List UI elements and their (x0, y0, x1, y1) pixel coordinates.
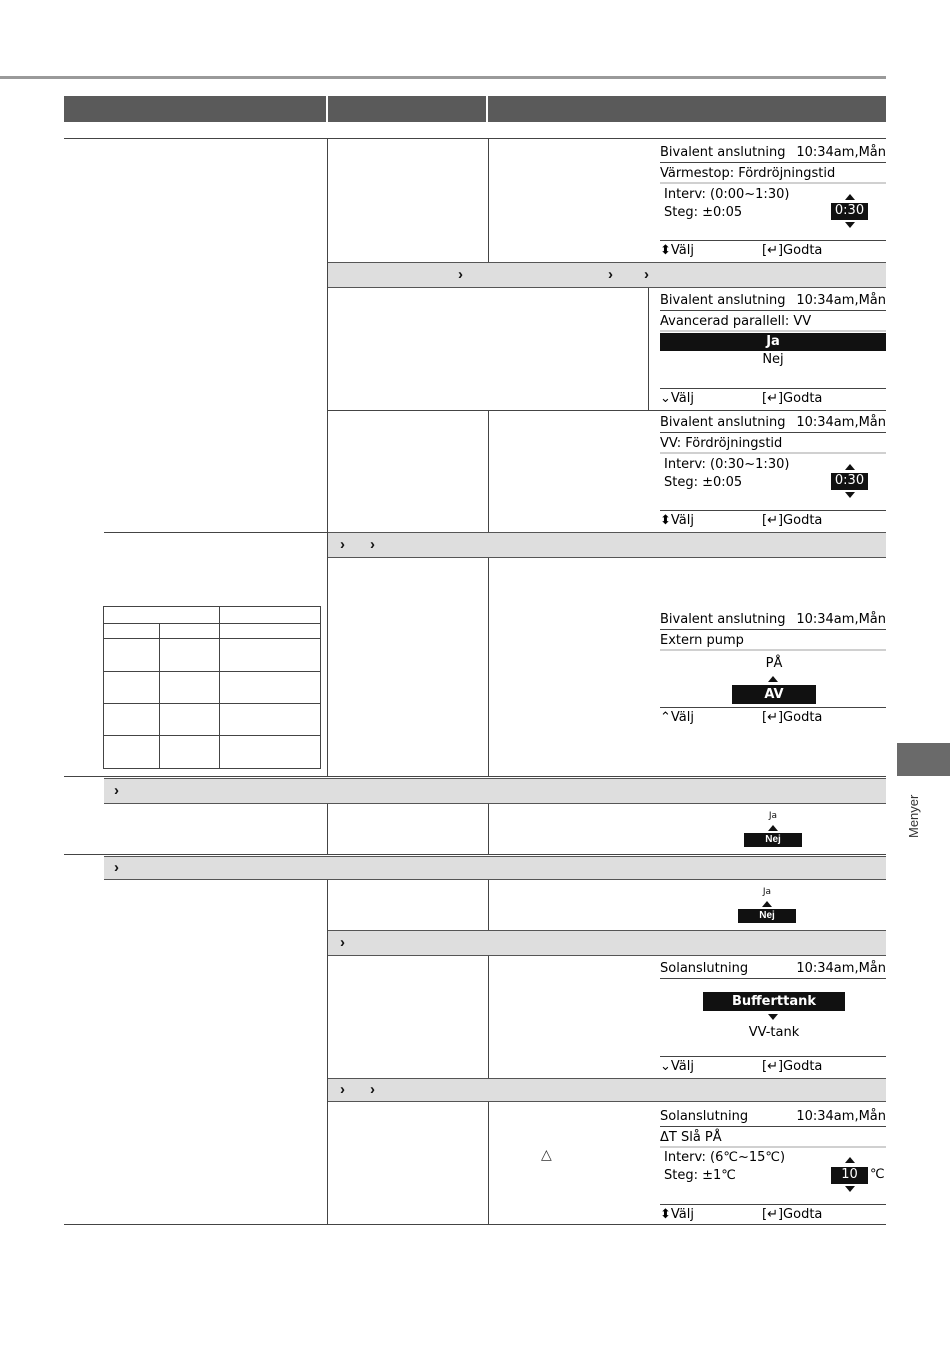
arrow-down-icon (845, 492, 855, 498)
lcd-solar-delta-t (660, 1107, 888, 1225)
lcd-footer (660, 1056, 886, 1076)
side-tab[interactable] (897, 743, 950, 776)
option-buffer-tank[interactable]: Bufferttank (703, 992, 845, 1011)
lcd-title: Solanslutning (660, 1109, 749, 1124)
arrow-up-icon (845, 1157, 855, 1163)
delta-icon: △ (541, 1146, 552, 1162)
lcd-header (660, 610, 886, 630)
table-header-col3 (488, 96, 886, 122)
lcd-subtitle: ΔT Slå PÅ (660, 1127, 886, 1148)
rule (328, 410, 886, 411)
confirm-hint: [↵]Godta (762, 1207, 823, 1222)
chevron-right-icon: › (370, 1081, 375, 1098)
chevron-right-icon: › (644, 266, 649, 283)
lcd-range: Interv: (6℃~15℃) (664, 1150, 786, 1165)
select-hint: ⬍Välj (660, 1207, 694, 1222)
lcd-subtitle: Extern pump (660, 630, 886, 651)
lcd-footer (660, 240, 886, 260)
chevron-right-icon: › (340, 536, 345, 553)
confirm-hint: [↵]Godta (762, 243, 823, 258)
value-display[interactable]: 0:30 (831, 203, 868, 220)
arrow-down-icon (845, 222, 855, 228)
col-divider (488, 956, 489, 1078)
side-tab-label: Menyer (906, 794, 921, 838)
lcd-solar-connection (660, 959, 888, 1077)
lcd-subtitle: Värmestop: Fördröjningstid (660, 163, 886, 184)
chevron-right-icon: › (370, 536, 375, 553)
col-divider (488, 138, 489, 262)
col-divider (648, 288, 649, 410)
rule (64, 138, 886, 139)
option-no[interactable]: Nej (762, 352, 784, 367)
lcd-title: Bivalent anslutning (660, 612, 786, 627)
table-header-col1 (64, 96, 326, 122)
option-no[interactable]: Nej (738, 909, 796, 923)
chevron-right-icon: › (340, 934, 345, 951)
unit-label: ℃ (870, 1167, 885, 1182)
lcd-footer (660, 1204, 886, 1224)
lcd-header (660, 291, 886, 311)
chevron-right-icon: › (114, 859, 119, 876)
breadcrumb-band (328, 930, 886, 956)
lcd-dhw-delay (660, 413, 888, 531)
lcd-clock: 10:34am,Mån (796, 961, 886, 976)
arrow-up-icon (768, 825, 778, 831)
value-display[interactable]: 0:30 (831, 473, 868, 490)
chevron-right-icon: › (608, 266, 613, 283)
select-hint: ⬍Välj (660, 513, 694, 528)
chevron-right-icon: › (114, 782, 119, 799)
lcd-step: Steg: ±1℃ (664, 1168, 736, 1183)
select-hint: ⌄Välj (660, 1059, 694, 1074)
option-off[interactable]: AV (732, 685, 816, 704)
lcd-clock: 10:34am,Mån (796, 293, 886, 308)
confirm-hint: [↵]Godta (762, 710, 823, 725)
lcd-step: Steg: ±0:05 (664, 475, 743, 490)
col-divider (488, 558, 489, 776)
arrow-up-icon (845, 464, 855, 470)
breadcrumb-band (104, 856, 886, 880)
breadcrumb-band (104, 778, 886, 804)
lcd-title: Bivalent anslutning (660, 145, 786, 160)
option-on[interactable]: PÅ (765, 656, 783, 671)
lcd-external-pump (660, 610, 888, 728)
lcd-subtitle: Avancerad parallell: VV (660, 311, 886, 332)
lcd-range: Interv: (0:30~1:30) (664, 457, 790, 472)
lcd-advanced-parallel (660, 291, 888, 409)
lcd-subtitle: VV: Fördröjningstid (660, 433, 886, 454)
lcd-footer (660, 707, 886, 727)
col-divider (488, 1102, 489, 1224)
option-dhw-tank[interactable]: VV-tank (748, 1025, 800, 1040)
col-divider (327, 804, 328, 854)
arrow-down-icon (845, 1186, 855, 1192)
arrow-down-icon (768, 1014, 778, 1020)
lcd-clock: 10:34am,Mån (796, 1109, 886, 1124)
lcd-title: Bivalent anslutning (660, 293, 786, 308)
lcd-header (660, 1107, 886, 1127)
lcd-clock: 10:34am,Mån (796, 145, 886, 160)
select-hint: ⌄Välj (660, 391, 694, 406)
breadcrumb-band (328, 532, 886, 558)
rule (64, 854, 886, 855)
lcd-step: Steg: ±0:05 (664, 205, 743, 220)
arrow-up-icon (762, 901, 772, 907)
col-divider (488, 410, 489, 532)
option-yes[interactable]: Ja (660, 333, 886, 351)
lcd-footer (660, 510, 886, 530)
lcd-header (660, 143, 886, 163)
breadcrumb-band (328, 262, 886, 288)
lcd-title: Bivalent anslutning (660, 415, 786, 430)
option-yes[interactable]: Ja (768, 811, 778, 821)
lcd-title: Solanslutning (660, 961, 749, 976)
lcd-footer (660, 388, 886, 408)
select-hint: ⬍Välj (660, 243, 694, 258)
lcd-clock: 10:34am,Mån (796, 415, 886, 430)
rule (64, 776, 886, 777)
rule (104, 532, 328, 533)
lcd-header (660, 959, 886, 979)
lcd-header (660, 413, 886, 433)
col-divider (488, 880, 489, 930)
option-no[interactable]: Nej (744, 833, 802, 847)
top-rule (0, 76, 886, 79)
arrow-up-icon (768, 676, 778, 682)
breadcrumb-band (328, 1078, 886, 1102)
confirm-hint: [↵]Godta (762, 513, 823, 528)
arrow-up-icon (845, 194, 855, 200)
lcd-range: Interv: (0:00~1:30) (664, 187, 790, 202)
col-divider (327, 138, 328, 776)
lcd-heat-stop-delay (660, 143, 888, 261)
option-yes[interactable]: Ja (762, 887, 772, 897)
col-divider (488, 804, 489, 854)
value-display[interactable]: 10 (831, 1167, 868, 1184)
confirm-hint: [↵]Godta (762, 391, 823, 406)
chevron-right-icon: › (458, 266, 463, 283)
chevron-right-icon: › (340, 1081, 345, 1098)
table-header-col2 (328, 96, 486, 122)
lcd-clock: 10:34am,Mån (796, 612, 886, 627)
select-hint: ⌃Välj (660, 710, 694, 725)
confirm-hint: [↵]Godta (762, 1059, 823, 1074)
